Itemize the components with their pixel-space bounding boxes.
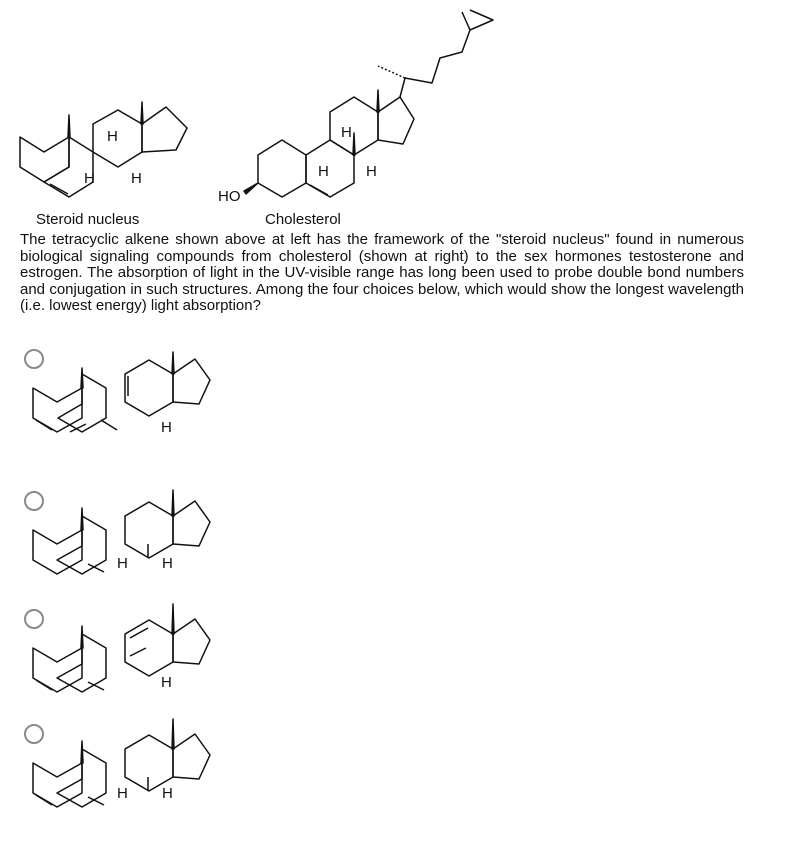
h-label: H xyxy=(161,674,172,691)
h-label: H xyxy=(341,124,352,141)
ho-label: HO xyxy=(218,188,241,205)
h-label: H xyxy=(318,163,329,180)
h-label: H xyxy=(84,170,95,187)
h-label: H xyxy=(107,128,118,145)
h-label: H xyxy=(117,785,128,802)
question-text: The tetracyclic alkene shown above at left has the framework of the "steroid nucleus" found in numerous biological signaling compounds from cholesterol (shown at right) to the sex hormones testosterone and estrogen. The absorption of light in the UV-visible range has long been used to probe double bond numbers and conjugation in such structures. Among the four choices below, which would show the longest wavelength (i.e. lowest energy) light absorption? xyxy=(20,231,744,315)
right-caption: Cholesterol xyxy=(265,211,341,228)
option-2-structure xyxy=(0,482,260,592)
option-4-structure xyxy=(0,715,260,825)
h-label: H xyxy=(162,555,173,572)
option-1-structure xyxy=(0,340,260,450)
h-label: H xyxy=(161,419,172,436)
h-label: H xyxy=(162,785,173,802)
cholesterol-structure xyxy=(0,0,786,230)
option-3-structure xyxy=(0,600,260,710)
left-caption: Steroid nucleus xyxy=(36,211,140,228)
h-label: H xyxy=(117,555,128,572)
h-label: H xyxy=(131,170,142,187)
h-label: H xyxy=(366,163,377,180)
